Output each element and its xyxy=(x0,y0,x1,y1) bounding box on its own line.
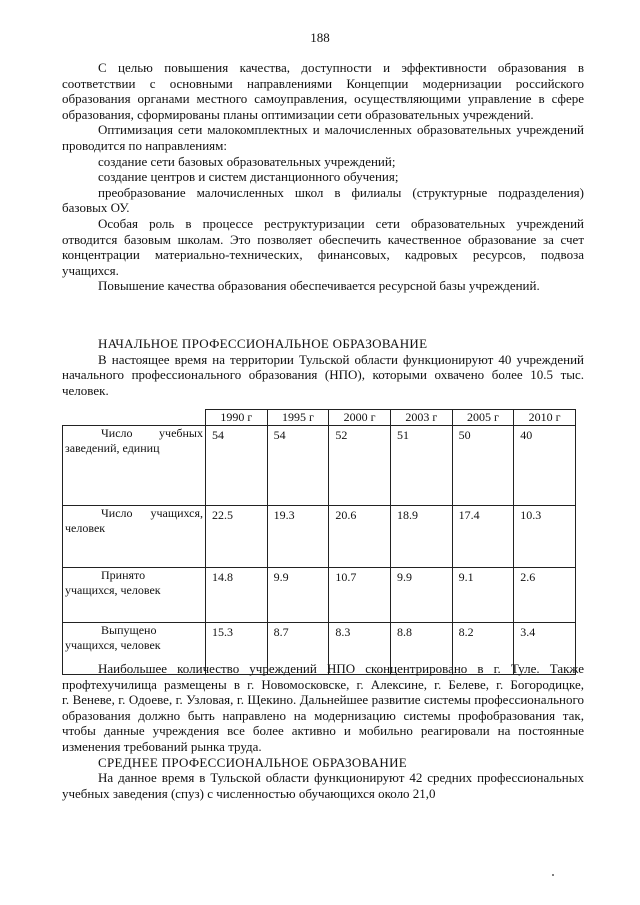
row-label: Число учебных заведений, единиц xyxy=(63,426,206,506)
table-cell: 9.9 xyxy=(267,568,329,623)
table-cell: 8.3 xyxy=(329,623,391,675)
table-row xyxy=(63,506,576,568)
heading-spo: СРЕДНЕЕ ПРОФЕССИОНАЛЬНОЕ ОБРАЗОВАНИЕ xyxy=(98,754,408,770)
year-header: 1995 г xyxy=(267,410,329,426)
intro-section xyxy=(62,60,584,294)
year-header: 2003 г xyxy=(390,410,452,426)
table-row xyxy=(63,568,576,623)
table-cell: 9.1 xyxy=(452,568,514,623)
list-item: создание сети базовых образовательных учреждений; xyxy=(98,153,396,169)
heading-npo: НАЧАЛЬНОЕ ПРОФЕССИОНАЛЬНОЕ ОБРАЗОВАНИЕ xyxy=(98,336,428,351)
table-row xyxy=(63,426,576,506)
table-cell: 9.9 xyxy=(390,568,452,623)
paragraph-npo-locations: Наибольшее количество учреждений НПО сконцентрировано в г. Туле. Также профтехучилища размещены в г. Новомосковске, г. Алексине, г. Белеве, г. Богородицке, xyxy=(62,661,584,692)
table-cell: 40 xyxy=(514,426,576,506)
table-cell: 10.7 xyxy=(329,568,391,623)
npo-statistics-table xyxy=(62,409,576,675)
year-header: 2010 г xyxy=(514,410,576,426)
row-label: Принято учащихся, человек xyxy=(63,568,206,623)
npo-section xyxy=(62,336,584,398)
row-label: Выпущено учащихся, человек xyxy=(63,623,206,675)
list-item: создание центров и систем дистанционного обучения; xyxy=(98,169,399,185)
paragraph-spo-count: На данное время в Тульской области функционируют 42 средних профессиональных учебных заведения (спуз) с численностью обучающихся около 21,0 xyxy=(62,770,584,801)
table-cell: 14.8 xyxy=(206,568,268,623)
list-item: преобразование малочисленных школ в филиалы (структурные подразделения) базовых ОУ. xyxy=(62,184,584,216)
table-cell: 8.2 xyxy=(452,623,514,675)
table-header-row xyxy=(63,410,576,426)
table-cell: 3.4 xyxy=(514,623,576,675)
table-cell: 15.3 xyxy=(206,623,268,675)
paragraph-modernization: С целью повышения качества, доступности и эффективности образования в соответствии с основными направлениями Концепции модернизации российского образования органами местного самоуправления, осуществляющими управление в сфере образования, сформированы планы оптимизации сети образовательных учреждений. xyxy=(62,60,584,122)
table-cell: 8.8 xyxy=(390,623,452,675)
table-cell: 54 xyxy=(267,426,329,506)
table-cell: 17.4 xyxy=(452,506,514,568)
table-cell: 51 xyxy=(390,426,452,506)
npo-locations-section xyxy=(62,661,584,801)
paragraph-npo-development: г. Веневе, г. Одоеве, г. Узловая, г. Щекино. Дальнейшее развитие системы профессионального образования должно быть направлено на модернизацию системы профобразования так, чтобы данные учреждения все более активно и мобильно реагировали на постоянные изменения требований рынка труда. xyxy=(62,692,584,754)
paragraph-quality: Повышение качества образования обеспечивается ресурсной базы учреждений. xyxy=(98,278,540,294)
scan-speck xyxy=(552,874,554,876)
year-header: 2000 г xyxy=(329,410,391,426)
year-header: 2005 г xyxy=(452,410,514,426)
table-cell: 10.3 xyxy=(514,506,576,568)
paragraph-npo-count: В настоящее время на территории Тульской области функционируют 40 учреждений начального профессионального образования (НПО), которыми охвачено более 10.5 тыс. человек. xyxy=(62,351,584,398)
table-cell: 8.7 xyxy=(267,623,329,675)
paragraph-optimization: Оптимизация сети малокомплектных и малочисленных образовательных учреждений проводится по направлениям: xyxy=(62,122,584,153)
table-cell: 54 xyxy=(206,426,268,506)
table-cell: 2.6 xyxy=(514,568,576,623)
table-cell: 50 xyxy=(452,426,514,506)
paragraph-base-schools: Особая роль в процессе реструктуризации сети образовательных учреждений отводится базовым школам. Это позволяет обеспечить качественное образование за счет концентрации материально-технических, финансовых, кадровых ресурсов, подвоза учащихся. xyxy=(62,215,584,278)
year-header: 1990 г xyxy=(206,410,268,426)
page-number: 188 xyxy=(310,30,330,45)
table-cell: 22.5 xyxy=(206,506,268,568)
table-cell: 19.3 xyxy=(267,506,329,568)
table-cell: 20.6 xyxy=(329,506,391,568)
table-cell: 52 xyxy=(329,426,391,506)
table-cell: 18.9 xyxy=(390,506,452,568)
table-corner-cell xyxy=(63,410,206,426)
row-label: Число учащихся, человек xyxy=(63,506,206,568)
